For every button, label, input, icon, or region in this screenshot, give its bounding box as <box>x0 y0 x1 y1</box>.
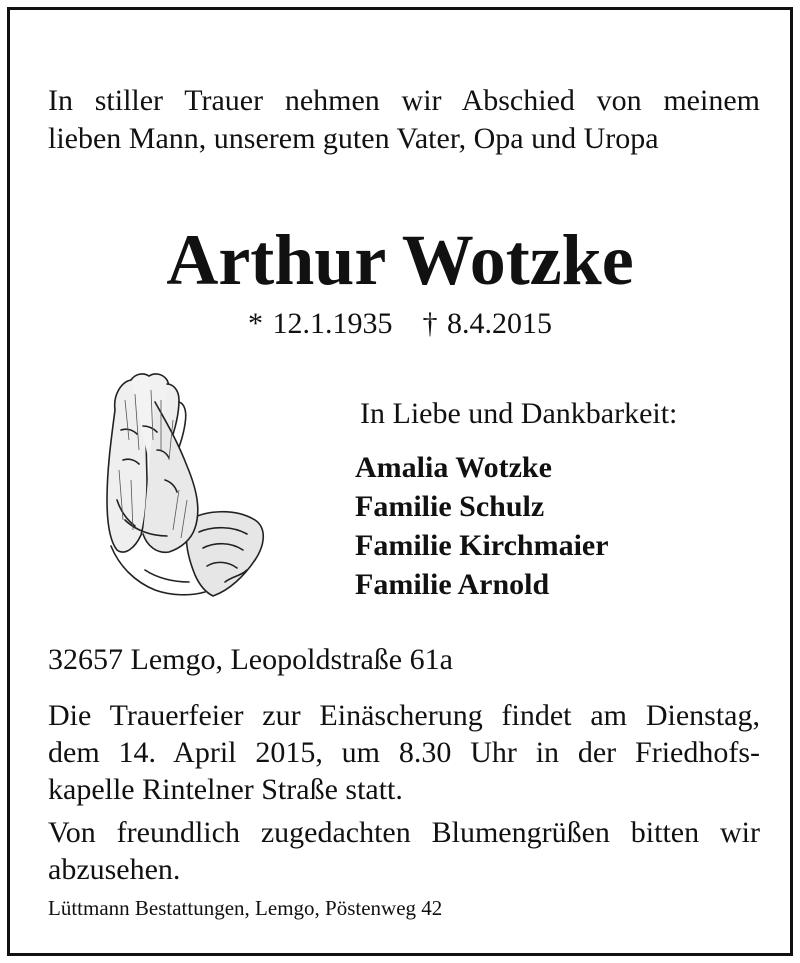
obituary-frame <box>7 7 793 956</box>
list-item: Familie Schulz <box>355 490 545 523</box>
flowers-line-1: Von freundlich zugedachten Blumengrüßen bitten wir <box>48 816 760 849</box>
ceremony-text <box>48 697 760 808</box>
thanks-heading: In Liebe und Dankbarkeit: <box>360 397 678 430</box>
intro-line-2: lieben Mann, unserem guten Vater, Opa und Uropa <box>48 122 659 155</box>
mourners-list <box>355 448 609 604</box>
list-item: Amalia Wotzke <box>355 451 552 484</box>
address: 32657 Lemgo, Leopoldstraße 61a <box>48 643 453 676</box>
list-item: Familie Kirchmaier <box>355 529 609 562</box>
birth-date: * 12.1.1935 <box>248 307 393 340</box>
undertaker: Lüttmann Bestattungen, Lemgo, Pöstenweg 42 <box>48 896 443 920</box>
list-item: Familie Arnold <box>355 568 550 601</box>
ceremony-line-1: Die Trauerfeier zur Einäscherung findet am Dienstag, <box>48 699 760 732</box>
ceremony-line-2: dem 14. April 2015, um 8.30 Uhr in der Friedhofs- <box>48 736 760 769</box>
praying-hands-icon <box>95 370 270 602</box>
flowers-text <box>48 814 760 888</box>
flowers-line-2: abzusehen. <box>48 853 181 886</box>
death-date: † 8.4.2015 <box>422 307 552 340</box>
ceremony-line-3: kapelle Rintelner Straße statt. <box>48 773 403 806</box>
intro-text <box>48 82 760 158</box>
deceased-name: Arthur Wotzke <box>166 220 634 300</box>
life-dates <box>10 306 790 342</box>
intro-line-1: In stiller Trauer nehmen wir Abschied von meinem <box>48 84 760 117</box>
